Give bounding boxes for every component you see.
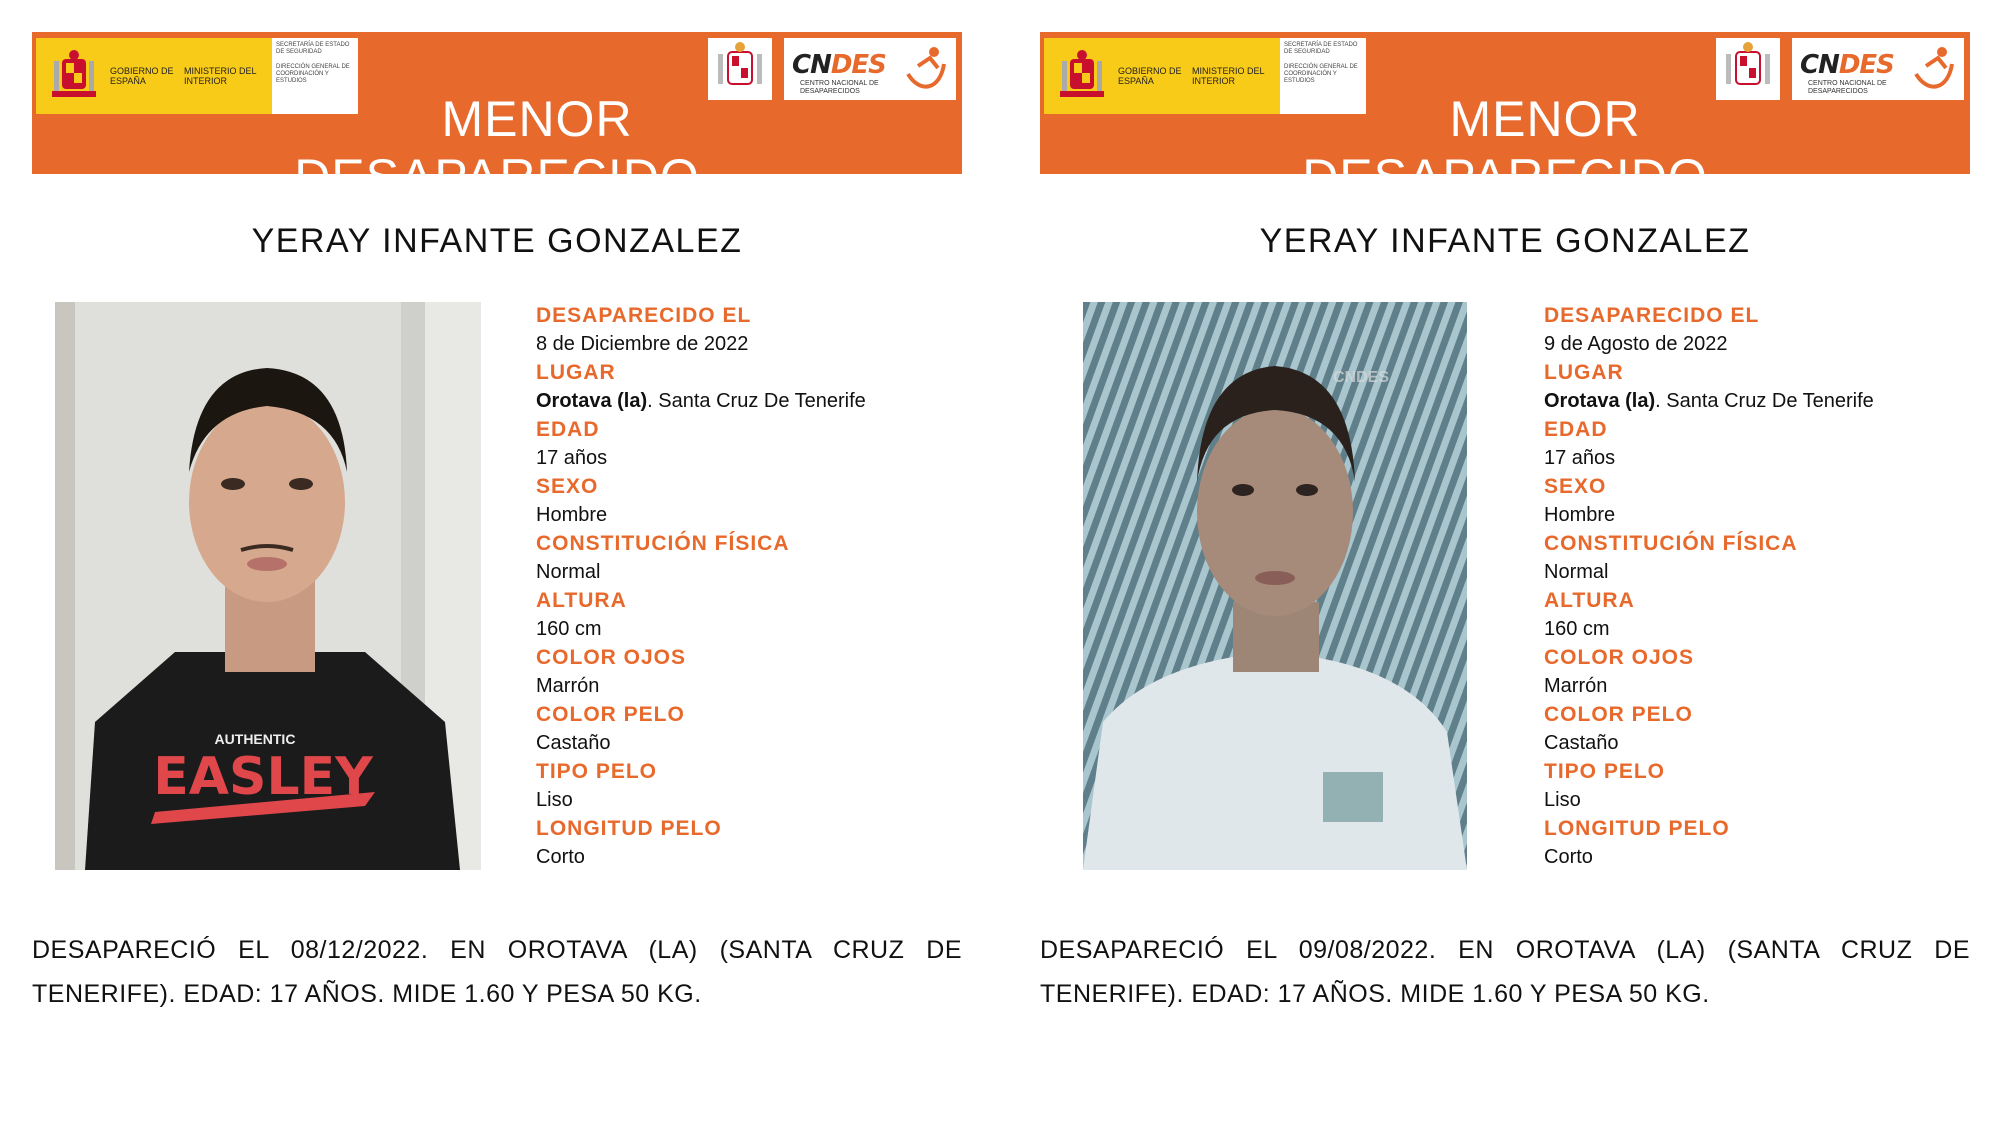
summary-text: DESAPARECIÓ EL 09/08/2022. EN OROTAVA (LA) (SANTA CRUZ DE TENERIFE). EDAD: 17 AÑOS. MIDE 1.60 Y PESA 50 KG.	[1040, 936, 1970, 1008]
directorate-label: DIRECCIÓN GENERAL DE COORDINACIÓN Y ESTUDIOS	[276, 64, 350, 84]
hair-type-value: Liso	[536, 789, 573, 811]
eye-color-value: Marrón	[1544, 675, 1608, 697]
hair-color-label: COLOR PELO	[1544, 703, 1693, 726]
age-label: EDAD	[1544, 418, 1608, 441]
running-figure-icon	[900, 44, 948, 96]
missing-poster-1	[32, 0, 992, 1126]
summary-text: DESAPARECIÓ EL 08/12/2022. EN OROTAVA (LA) (SANTA CRUZ DE TENERIFE). EDAD: 17 AÑOS. MIDE 1.60 Y PESA 50 KG.	[32, 936, 962, 1008]
sex-value: Hombre	[536, 504, 608, 526]
eye-color-label: COLOR OJOS	[1544, 646, 1695, 669]
build-label: CONSTITUCIÓN FÍSICA	[536, 532, 790, 555]
place-label: LUGAR	[1544, 361, 1624, 384]
height-value: 160 cm	[536, 618, 602, 640]
cndes-wordmark: CNDES	[1800, 50, 1894, 80]
person-photo	[1083, 302, 1467, 870]
age-value: 17 años	[536, 447, 608, 469]
person-name: YERAY INFANTE GONZALEZ	[251, 222, 743, 260]
ministry-label: MINISTERIO DEL INTERIOR	[1192, 66, 1265, 86]
sex-label: SEXO	[536, 475, 599, 498]
details-list	[536, 302, 956, 872]
banner-title-line2: DESAPARECIDO	[1302, 149, 1708, 205]
place-value	[536, 387, 956, 416]
cndes-subtitle: CENTRO NACIONAL DE DESAPARECIDOS	[1808, 80, 1887, 95]
poster-banner	[32, 32, 962, 205]
hair-type-value: Liso	[1544, 789, 1581, 811]
build-value: Normal	[536, 561, 601, 583]
place-town: Orotava (la)	[536, 390, 648, 412]
eye-color-value: Marrón	[536, 675, 600, 697]
missing-poster-2	[1040, 0, 2000, 1126]
hair-type-label: TIPO PELO	[536, 760, 658, 783]
gov-label: GOBIERNO DE ESPAÑA	[1118, 66, 1182, 86]
missing-date-label: DESAPARECIDO EL	[1544, 304, 1760, 327]
place-province: . Santa Cruz De Tenerife	[647, 390, 866, 412]
hair-length-label: LONGITUD PELO	[536, 817, 722, 840]
hair-length-label: LONGITUD PELO	[1544, 817, 1730, 840]
height-value: 160 cm	[1544, 618, 1610, 640]
cndes-subtitle: CENTRO NACIONAL DE DESAPARECIDOS	[800, 80, 879, 95]
build-label: CONSTITUCIÓN FÍSICA	[1544, 532, 1798, 555]
banner-title-line1: MENOR	[441, 91, 633, 147]
age-label: EDAD	[536, 418, 600, 441]
sex-value: Hombre	[1544, 504, 1616, 526]
build-value: Normal	[1544, 561, 1609, 583]
missing-date-value: 9 de Agosto de 2022	[1544, 333, 1728, 355]
height-label: ALTURA	[536, 589, 627, 612]
banner-title-line1: MENOR	[1449, 91, 1641, 147]
banner-title-line2: DESAPARECIDO	[294, 149, 700, 205]
person-photo	[55, 302, 481, 870]
hair-length-value: Corto	[536, 846, 585, 868]
person-name: YERAY INFANTE GONZALEZ	[1259, 222, 1751, 260]
directorate-label: DIRECCIÓN GENERAL DE COORDINACIÓN Y ESTUDIOS	[1284, 64, 1358, 84]
place-label: LUGAR	[536, 361, 616, 384]
shirt-text-small: AUTHENTIC	[214, 731, 296, 747]
hair-color-value: Castaño	[536, 732, 611, 754]
sex-label: SEXO	[1544, 475, 1607, 498]
poster-banner	[1040, 32, 1970, 205]
secretariat-label: SECRETARÍA DE ESTADO DE SEGURIDAD	[1284, 42, 1358, 55]
missing-date-value: 8 de Diciembre de 2022	[536, 333, 749, 355]
height-label: ALTURA	[1544, 589, 1635, 612]
place-value	[1544, 387, 1964, 416]
place-province: . Santa Cruz De Tenerife	[1655, 390, 1874, 412]
age-value: 17 años	[1544, 447, 1616, 469]
place-town: Orotava (la)	[1544, 390, 1656, 412]
hair-color-label: COLOR PELO	[536, 703, 685, 726]
secretariat-label: SECRETARÍA DE ESTADO DE SEGURIDAD	[276, 42, 350, 55]
running-figure-icon	[1908, 44, 1956, 96]
hair-length-value: Corto	[1544, 846, 1593, 868]
shirt-text-large: EASLEY	[153, 747, 373, 807]
eye-color-label: COLOR OJOS	[536, 646, 687, 669]
hair-type-label: TIPO PELO	[1544, 760, 1666, 783]
ministry-label: MINISTERIO DEL INTERIOR	[184, 66, 257, 86]
watermark-text: CNDES	[1333, 369, 1390, 386]
details-list	[1544, 302, 1964, 872]
cndes-wordmark: CNDES	[792, 50, 886, 80]
hair-color-value: Castaño	[1544, 732, 1619, 754]
gov-label: GOBIERNO DE ESPAÑA	[110, 66, 174, 86]
missing-date-label: DESAPARECIDO EL	[536, 304, 752, 327]
